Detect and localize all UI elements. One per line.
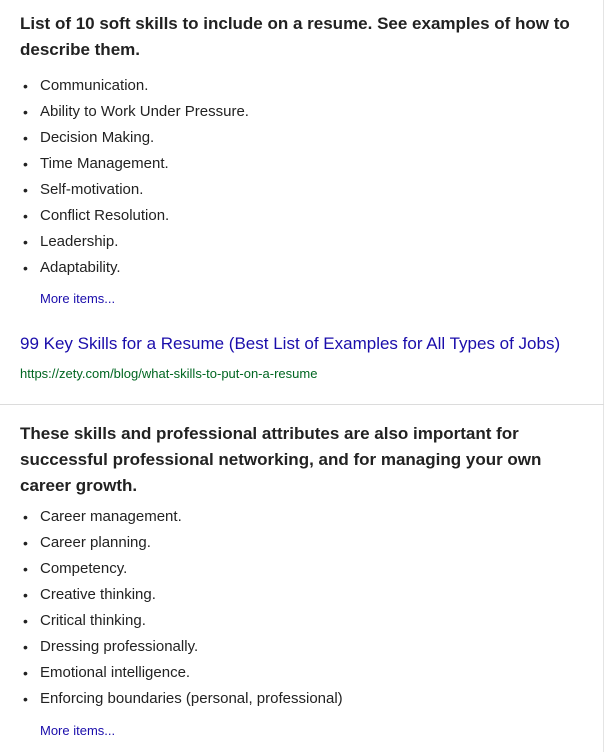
list-item-text: Leadership.	[40, 233, 119, 250]
list-item	[20, 177, 249, 203]
bullet-icon: •	[23, 182, 28, 198]
bullet-icon: •	[23, 535, 28, 551]
list-item-text: Creative thinking.	[40, 586, 156, 603]
snippet-heading: List of 10 soft skills to include on a resume. See examples of how to describe them.	[20, 14, 570, 59]
bullet-icon: •	[23, 234, 28, 250]
bullet-icon: •	[23, 691, 28, 707]
bullet-icon: •	[23, 587, 28, 603]
bullet-icon: •	[23, 260, 28, 276]
bullet-icon: •	[23, 665, 28, 681]
list-item-text: Dressing professionally.	[40, 638, 199, 655]
skills-list	[20, 504, 343, 712]
list-item	[20, 125, 249, 151]
list-item	[20, 99, 249, 125]
list-item	[20, 229, 249, 255]
list-item	[20, 686, 343, 712]
list-item-text: Conflict Resolution.	[40, 207, 170, 224]
bullet-icon: •	[23, 130, 28, 146]
list-item-text: Adaptability.	[40, 259, 121, 276]
list-item-text: Critical thinking.	[40, 612, 146, 629]
list-item-text: Emotional intelligence.	[40, 664, 191, 681]
bullet-icon: •	[23, 104, 28, 120]
bullet-icon: •	[23, 208, 28, 224]
skills-list	[20, 73, 249, 281]
list-item-text: Enforcing boundaries (personal, professional)	[40, 690, 343, 707]
list-item	[20, 73, 249, 99]
list-item	[20, 660, 343, 686]
list-item	[20, 582, 343, 608]
bullet-icon: •	[23, 639, 28, 655]
bullet-icon: •	[23, 156, 28, 172]
list-item-text: Time Management.	[40, 155, 169, 172]
list-item	[20, 608, 343, 634]
list-item-text: Ability to Work Under Pressure.	[40, 103, 249, 120]
list-item	[20, 151, 249, 177]
bullet-icon: •	[23, 509, 28, 525]
snippet-heading: These skills and professional attributes are also important for successful professional networking, and for managing your own career growth.	[20, 424, 542, 495]
bullet-icon: •	[23, 561, 28, 577]
list-item-text: Communication.	[40, 77, 149, 94]
list-item-text: Decision Making.	[40, 129, 155, 146]
featured-snippet-networking-skills	[0, 405, 604, 752]
list-item	[20, 504, 343, 530]
more-items-link[interactable]: More items...	[40, 723, 116, 738]
list-item-text: Career planning.	[40, 534, 151, 551]
bullet-icon: •	[23, 78, 28, 94]
list-item	[20, 203, 249, 229]
result-title-link[interactable]: 99 Key Skills for a Resume (Best List of Examples for All Types of Jobs)	[20, 334, 561, 353]
list-item	[20, 255, 249, 281]
result-url: https://zety.com/blog/what-skills-to-put-on-a-resume	[20, 366, 318, 381]
list-item-text: Career management.	[40, 508, 182, 525]
list-item-text: Self-motivation.	[40, 181, 144, 198]
list-item	[20, 634, 343, 660]
bullet-icon: •	[23, 613, 28, 629]
list-item-text: Competency.	[40, 560, 128, 577]
list-item	[20, 556, 343, 582]
list-item	[20, 530, 343, 556]
more-items-link[interactable]: More items...	[40, 291, 116, 306]
